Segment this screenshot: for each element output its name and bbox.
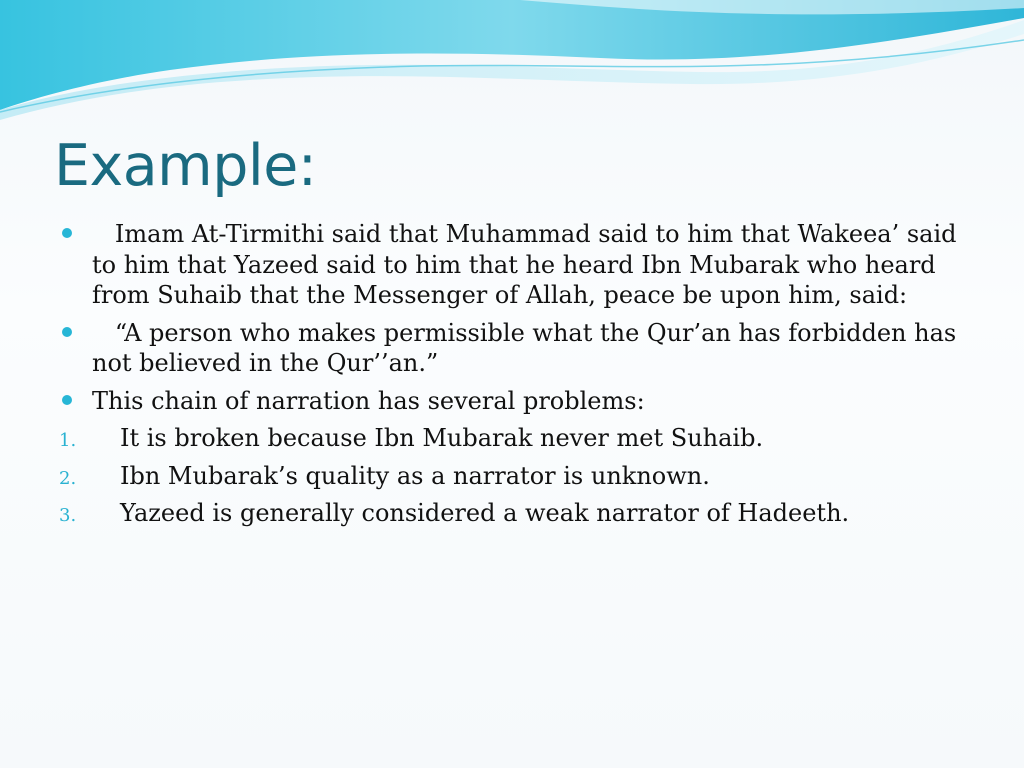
numbered-text: It is broken because Ibn Mubarak never met Suhaib. — [120, 424, 764, 452]
bullet-list — [59, 219, 965, 536]
numbered-item — [60, 461, 960, 492]
wave-header-decoration — [0, 0, 1024, 130]
numbered-text: Ibn Mubarak’s quality as a narrator is unknown. — [120, 461, 710, 490]
bullet-dot-icon — [62, 395, 72, 405]
bullet-text: “A person who makes permissible what the Qur’an has forbidden has not believed in the Qur’’an.” — [92, 318, 964, 377]
list-number: 1. — [59, 430, 77, 451]
numbered-text: Yazeed is generally considered a weak narrator of Hadeeth. — [120, 499, 850, 527]
bullet-dot-icon — [62, 327, 72, 337]
list-number: 3. — [59, 505, 77, 526]
numbered-item — [60, 498, 960, 529]
bullet-item — [60, 219, 965, 311]
bullet-text: Imam At-Tirmithi said that Muhammad said to him that Wakeea’ said to him that Yazeed said to him that he heard Ibn Mubarak who heard from Suhaib that the Messenger of Allah, peace be upon him, said: — [92, 220, 965, 309]
bullet-text: This chain of narration has several problems: — [92, 386, 645, 415]
slide-title: Example: — [54, 133, 317, 199]
bullet-item — [60, 318, 964, 379]
bullet-dot-icon — [62, 228, 72, 238]
numbered-item — [60, 423, 960, 454]
list-number: 2. — [59, 467, 77, 489]
bullet-item — [60, 386, 960, 417]
